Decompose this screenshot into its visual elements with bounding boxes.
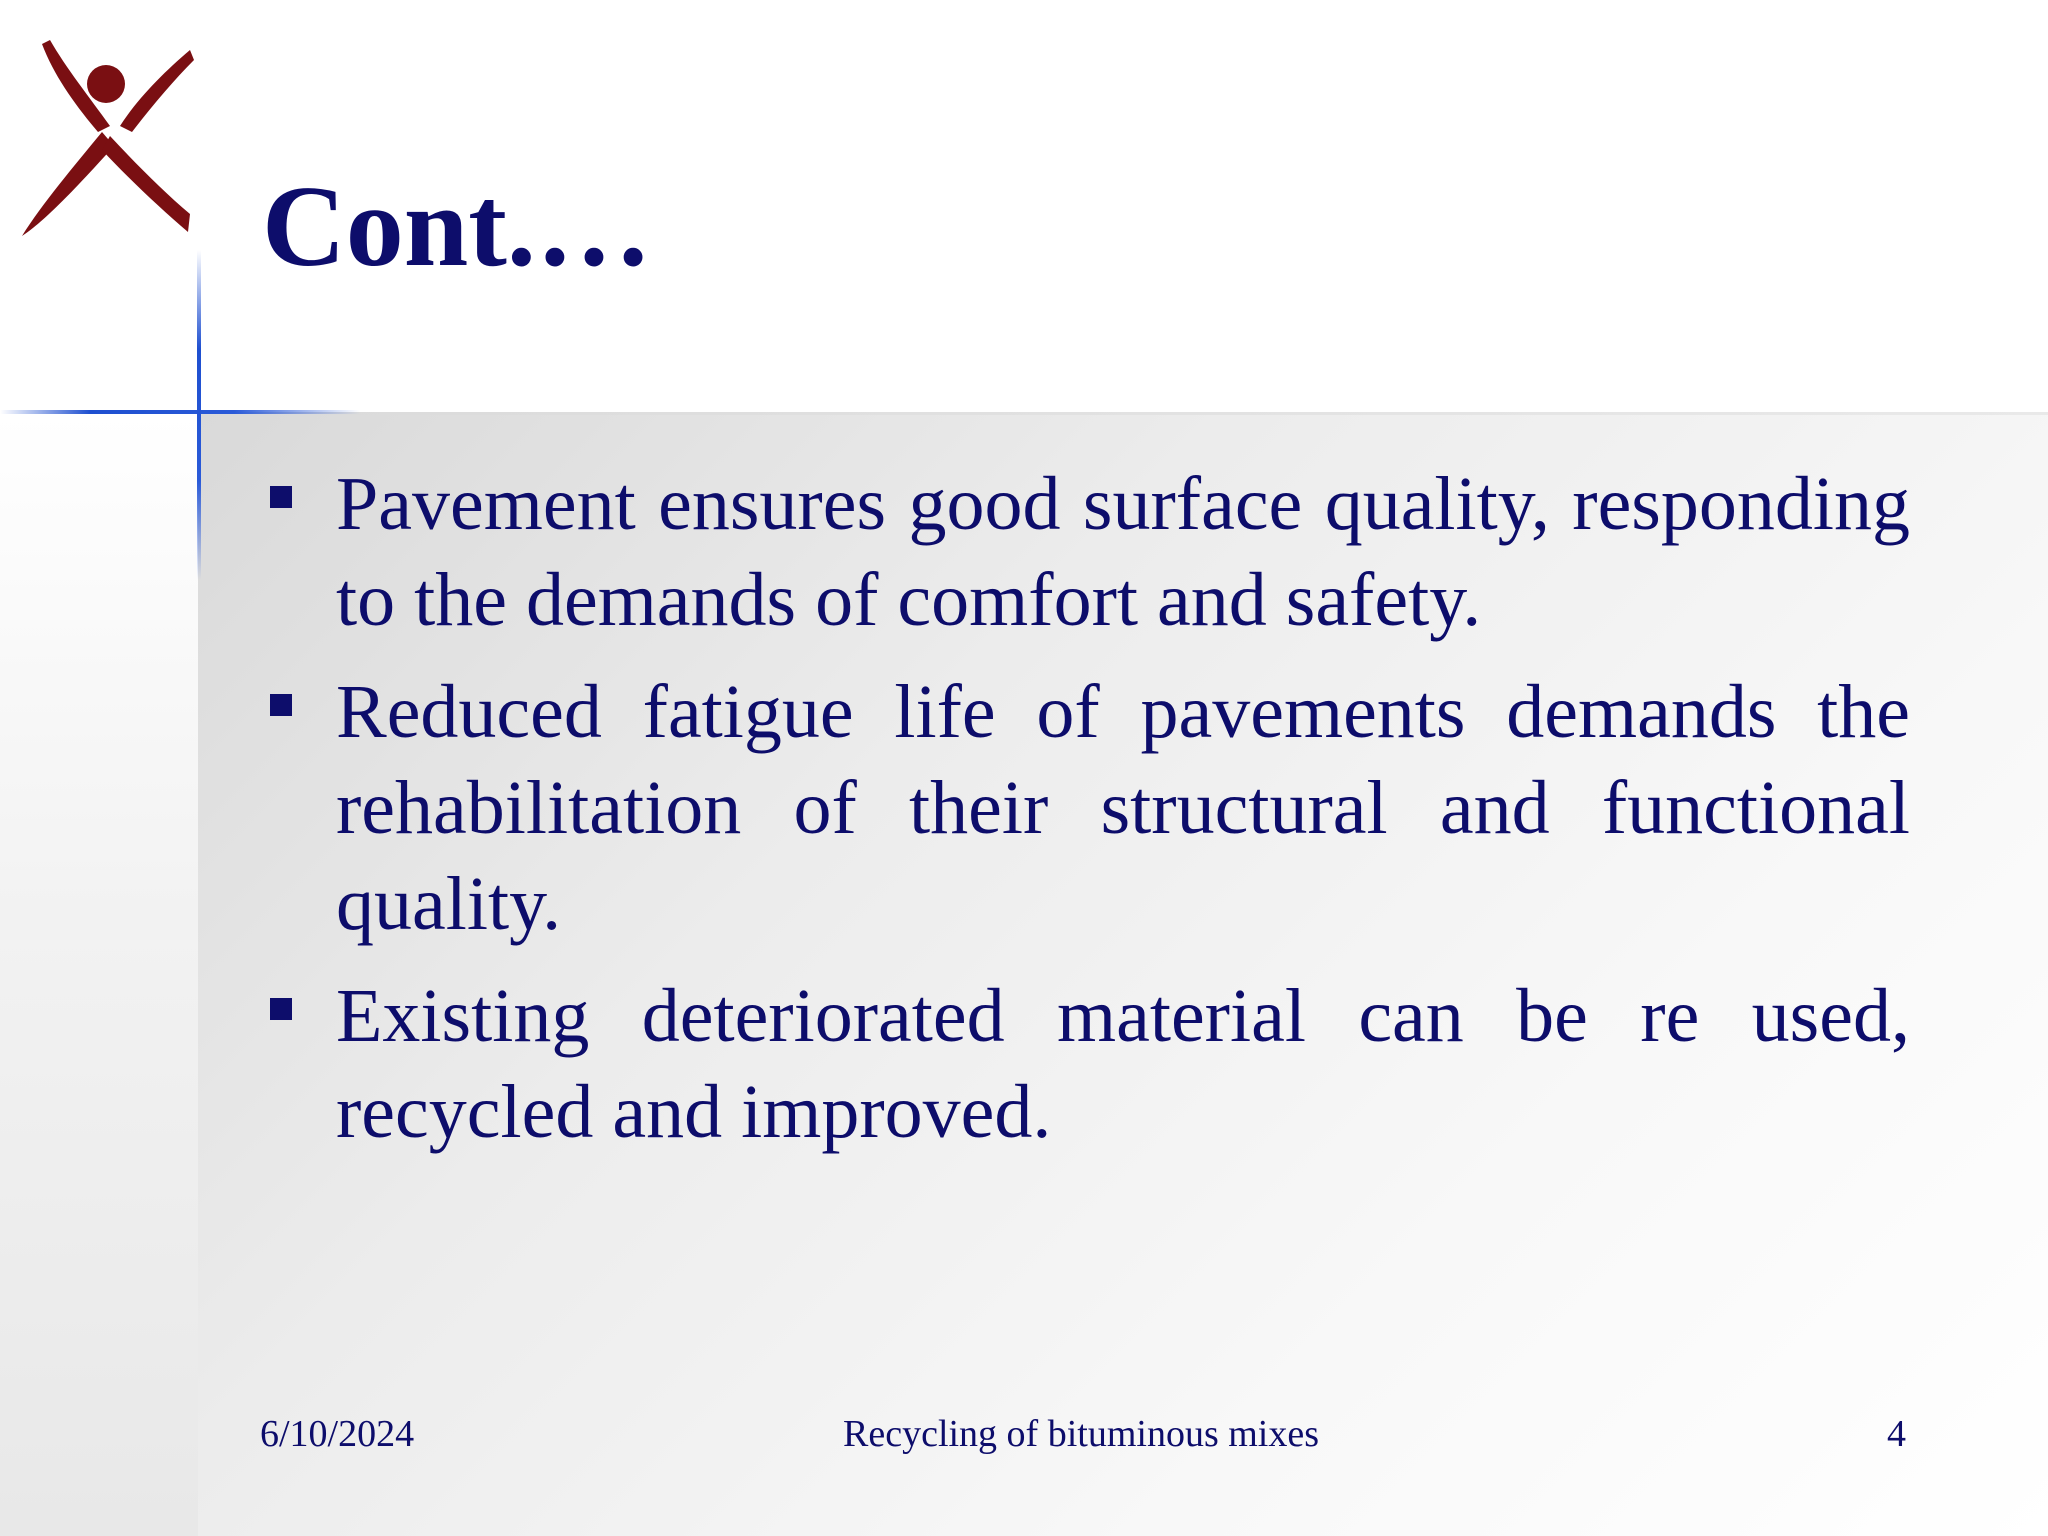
accent-horizontal-line [0,410,360,414]
square-bullet-icon [270,486,292,508]
bullet-item [262,968,1910,1160]
logo-right-arm [120,50,194,132]
square-bullet-icon [270,694,292,716]
slide-title: Cont.… [262,163,652,291]
bullet-text: Existing deteriorated material can be re used, recycled and improved. [336,974,1910,1154]
accent-vertical-line [197,250,201,580]
bullet-item [262,456,1910,648]
left-strip [0,413,198,1536]
bullet-list [262,456,1910,1176]
bullet-text: Pavement ensures good surface quality, responding to the demands of comfort and safety. [336,462,1910,642]
bullet-item [262,664,1910,952]
logo-right-leg [102,136,190,232]
divider-line [200,412,2048,415]
logo-head [87,65,125,103]
footer-title: Recycling of bituminous mixes [843,1413,1320,1455]
page-number: 4 [1887,1413,1906,1455]
logo-left-leg [22,132,114,236]
footer-date: 6/10/2024 [260,1413,415,1455]
square-bullet-icon [270,998,292,1020]
bullet-text: Reduced fatigue life of pavements demands the rehabilitation of their structural and functional quality. [336,670,1910,946]
human-figure-logo-icon [14,36,194,246]
